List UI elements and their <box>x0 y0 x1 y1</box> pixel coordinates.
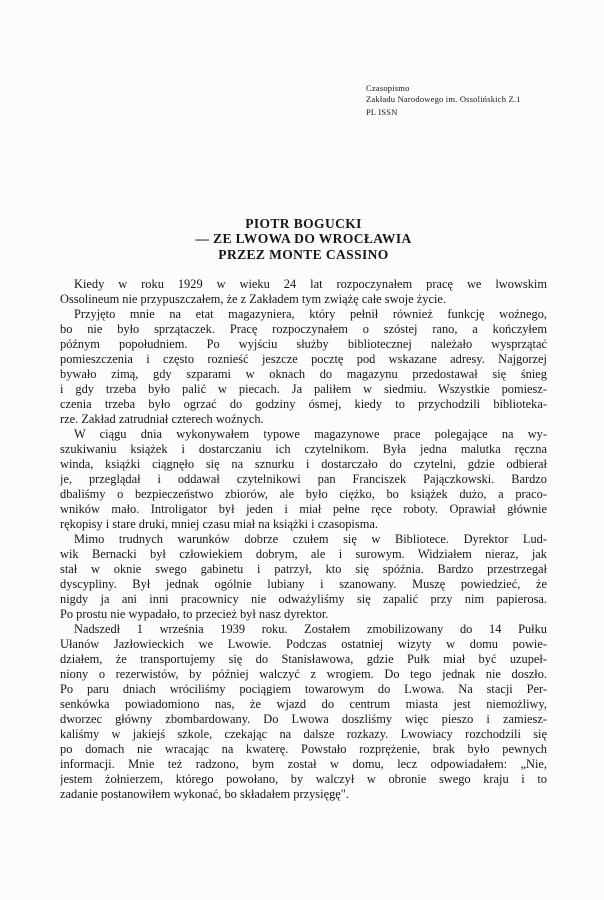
text-line: kaliśmy w jakiejś szkole, czekając na dalsze rozkazy. Lwowiacy rozchodzili się <box>60 727 547 741</box>
text-line: nigdy ja ani inni pracownicy nie odważyliśmy się zapalić przy nim papierosa. <box>60 592 547 606</box>
title-line-1: — ZE LWOWA DO WROCŁAWIA <box>195 231 412 247</box>
text-line: rze. Zakład zatrudniał czterech woźnych. <box>60 412 264 426</box>
text-line: szukiwaniu książek i dostarczaniu ich czytelnikom. Była jedna malutka ręczna <box>60 442 547 456</box>
imprint-line-journal: Czasopismo <box>366 83 410 93</box>
text-line: W ciągu dnia wykonywałem typowe magazynowe prace polegające na wy- <box>74 427 547 441</box>
text-line: działem, że transportujemy się do Stanisławowa, gdzie Pułk miał być uzupeł- <box>60 652 547 666</box>
imprint-line-publisher: Zakładu Narodowego im. Ossolińskich Z.1 <box>366 93 521 104</box>
text-line: Po paru dniach wróciliśmy pociągiem towarowym do Lwowa. Na stacji Per- <box>60 682 547 696</box>
text-line: bywało zimą, gdy szparami w oknach do magazynu przedostawał się śnieg <box>60 367 547 381</box>
text-line: Ułanów Jazłowieckich we Lwowie. Podczas ostatniej wizyty w domu powie- <box>60 637 547 651</box>
text-line: niony o rezerwistów, by później walczyć z wrogiem. Do tego jednak nie doszło. <box>60 667 547 681</box>
text-line: Nadszedł 1 września 1939 roku. Zostałem zmobilizowany do 14 Pułku <box>74 622 547 636</box>
article-body <box>60 277 547 802</box>
title-line-2: PRZEZ MONTE CASSINO <box>218 246 389 262</box>
article-title <box>60 216 547 262</box>
text-line: stał w oknie swego gabinetu i patrzył, kto się spóźnia. Bardzo przestrzegał <box>60 562 547 576</box>
text-line: dyscypliny. Był jednak ogólnie lubiany i szanowany. Muszę powiedzieć, że <box>60 577 547 591</box>
text-line: Mimo trudnych warunków dobrze czułem się w Bibliotece. Dyrektor Lud- <box>74 532 547 546</box>
text-line: bo nie było sprzątaczek. Pracę rozpoczynałem o szóstej rano, a kończyłem <box>60 322 547 336</box>
text-line: późnym popołudniem. Po wyjściu służby bibliotecznej należało wysprzątać <box>60 337 547 351</box>
imprint-line-issn: PL ISSN <box>366 107 398 117</box>
text-line: zadanie postanowiłem wykonać, bo składałem przysięgę". <box>60 787 349 801</box>
text-line: i gdy trzeba było palić w piecach. Ja paliłem w siedmiu. Wszystkie pomiesz- <box>60 382 547 396</box>
text-line: jestem żołnierzem, którego powołano, by walczył w obronie swego kraju i to <box>60 772 547 786</box>
text-line: senkówka powiadomiono nas, że wjazd do centrum miasta jest niemożliwy, <box>60 697 547 711</box>
text-line: dbaliśmy o bezpieczeństwo zbiorów, ale było ciężko, bo książek dużo, a praco- <box>60 487 547 501</box>
text-line: Przyjęto mnie na etat magazyniera, który pełnił również funkcję woźnego, <box>74 307 547 321</box>
text-line: Kiedy w roku 1929 w wieku 24 lat rozpoczynałem pracę we lwowskim <box>74 277 547 291</box>
text-line: po domach nie wracając na kwaterę. Powstało rozprężenie, brak było pewnych <box>60 742 547 756</box>
text-line: winda, książki ciągnęło się na sznurku i dostarczało do czytelni, gdzie odbierał <box>60 457 547 471</box>
text-line: je, przeglądał i oddawał czytelnikowi pan Franciszek Pajączkowski. Bardzo <box>60 472 547 486</box>
text-line: wników mało. Introligator był jeden i miał pełne ręce roboty. Oprawiał głównie <box>60 502 547 516</box>
text-line: informacji. Mnie też radzono, bym został w domu, lecz odpowiadałem: „Nie, <box>60 757 547 771</box>
text-line: wik Bernacki był człowiekiem dobrym, ale i surowym. Widziałem nieraz, jak <box>60 547 547 561</box>
text-line: czenia trzeba było ogrzać do godziny ósmej, kiedy to przychodzili biblioteka- <box>60 397 547 411</box>
text-line: dworzec główny zbombardowany. Do Lwowa doszliśmy więc pieszo i zamiesz- <box>60 712 547 726</box>
text-line: Ossolineum nie przypuszczałem, że z Zakładem tym zwiążę całe swoje życie. <box>60 292 447 306</box>
text-line: Po prostu nie wypadało, to przecież był nasz dyrektor. <box>60 607 329 621</box>
text-line: pomieszczenia i często roznieść jeszcze pocztę pod wskazane adresy. Najgorzej <box>60 352 547 366</box>
journal-imprint <box>366 83 521 118</box>
text-line: rękopisy i stare druki, mniej czasu miał na książki i czasopisma. <box>60 517 378 531</box>
title-line-author: PIOTR BOGUCKI <box>245 216 362 231</box>
